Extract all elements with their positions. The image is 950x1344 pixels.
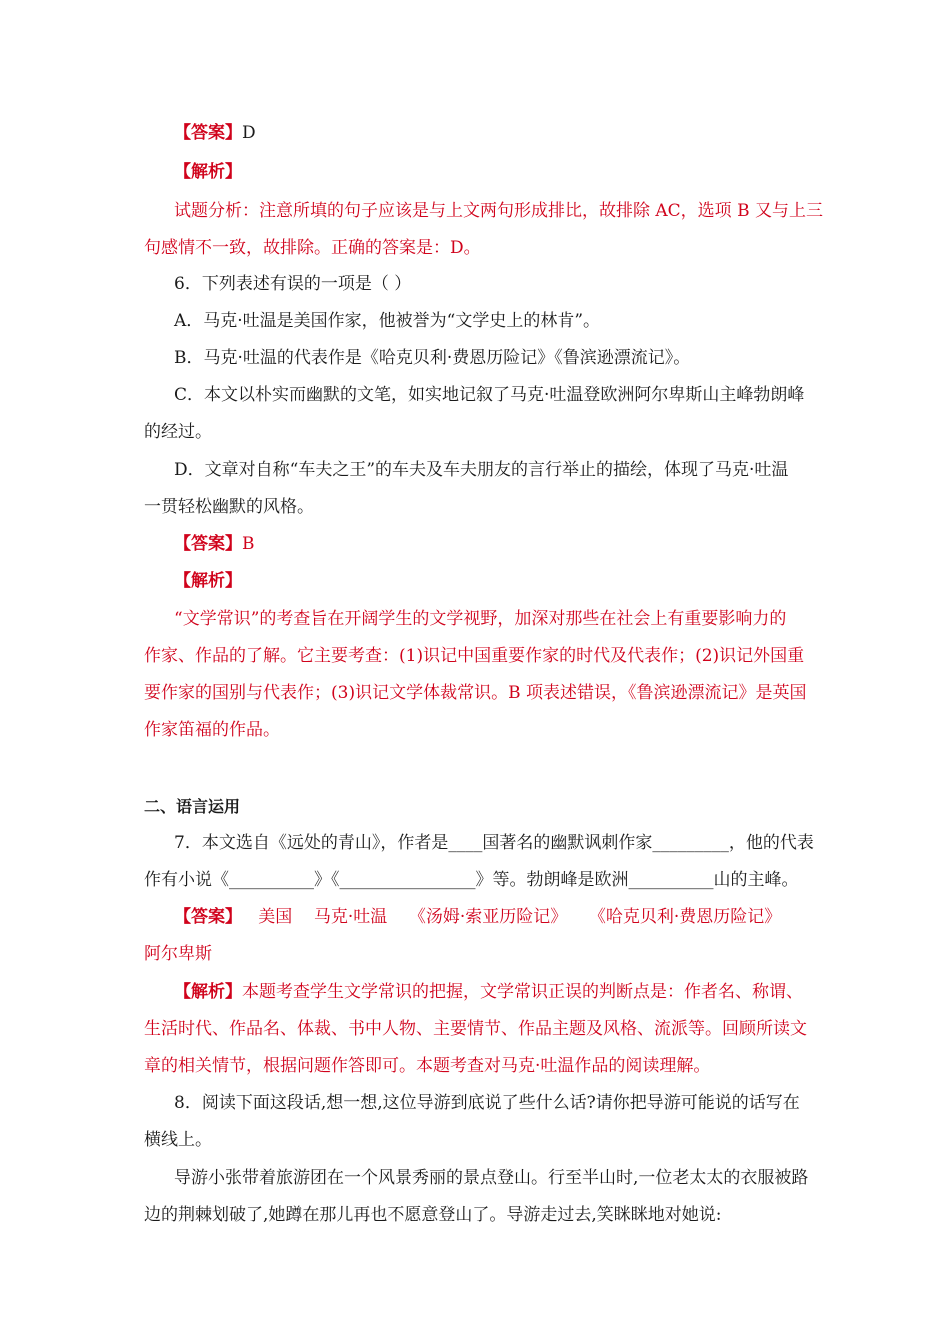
- q8-passage-line2: 边的荆棘划破了,她蹲在那儿再也不愿意登山了。导游走过去,笑眯眯地对她说:: [144, 1205, 722, 1225]
- q8-stem-line1: 8．阅读下面这段话,想一想,这位导游到底说了些什么话?请你把导游可能说的话写在: [174, 1093, 800, 1113]
- q6-answer-value: B: [242, 534, 255, 554]
- q7-answer-line2: 阿尔卑斯: [144, 944, 212, 964]
- q6-option-d-line1: D．文章对自称“车夫之王”的车夫及车夫朋友的言行举止的描绘，体现了马克·吐温: [174, 460, 789, 480]
- q8-passage-line1: 导游小张带着旅游团在一个风景秀丽的景点登山。行至半山时,一位老太太的衣服被路: [174, 1168, 809, 1188]
- q8-stem-line2: 横线上。: [144, 1130, 212, 1150]
- q7-answer-label: 【答案】: [174, 907, 242, 927]
- q7-analysis-line3: 章的相关情节，根据问题作答即可。本题考查对马克·吐温作品的阅读理解。: [144, 1056, 711, 1076]
- q7-analysis-line2: 生活时代、作品名、体裁、书中人物、主要情节、作品主题及风格、流派等。回顾所读文: [144, 1019, 807, 1039]
- q7-stem-line1: 7．本文选自《远处的青山》，作者是____国著名的幽默讽刺作家_________，他的代表: [174, 833, 814, 853]
- q6-analysis-line2: 作家、作品的了解。它主要考查：(1)识记中国重要作家的时代及代表作；(2)识记外国重: [144, 646, 805, 666]
- q7-stem-line2: 作有小说《__________》《________________》等。勃朗峰是欧洲__________山的主峰。: [144, 870, 799, 890]
- q6-answer: [174, 532, 255, 556]
- q7-analysis-label: 【解析】: [174, 982, 242, 1002]
- q7-analysis: [174, 980, 803, 1004]
- q6-stem: 6．下列表述有误的一项是（ ）: [174, 274, 412, 294]
- q5-answer-label: 【答案】: [174, 123, 242, 143]
- q6-option-c-line1: C．本文以朴实而幽默的文笔，如实地记叙了马克·吐温登欧洲阿尔卑斯山主峰勃朗峰: [174, 385, 805, 405]
- q6-option-c-line2: 的经过。: [144, 422, 212, 442]
- q6-option-d-line2: 一贯轻松幽默的风格。: [144, 497, 314, 517]
- q6-analysis-label: 【解析】: [174, 571, 242, 591]
- q6-analysis-line3: 要作家的国别与代表作；(3)识记文学体裁常识。B 项表述错误，《鲁滨逊漂流记》是英国: [144, 683, 807, 703]
- q5-answer: [174, 121, 256, 145]
- q5-analysis-line2: 句感情不一致，故排除。正确的答案是：D。: [144, 238, 481, 258]
- q7-analysis-line1: 本题考查学生文学常识的把握，文学常识正误的判断点是：作者名、称谓、: [242, 982, 803, 1002]
- q6-option-b: B．马克·吐温的代表作是《哈克贝利·费恩历险记》《鲁滨逊漂流记》。: [174, 348, 691, 368]
- q5-analysis-label: 【解析】: [174, 162, 242, 182]
- q6-analysis-line1: “文学常识”的考查旨在开阔学生的文学视野，加深对那些在社会上有重要影响力的: [174, 609, 787, 629]
- q6-analysis-line4: 作家笛福的作品。: [144, 720, 280, 740]
- q5-answer-value: D: [242, 123, 256, 143]
- q6-answer-label: 【答案】: [174, 534, 242, 554]
- q7-answer: [174, 905, 781, 929]
- q6-option-a: A．马克·吐温是美国作家，他被誉为“文学史上的林肯”。: [174, 311, 601, 331]
- section-heading: 二、语言运用: [144, 797, 241, 816]
- q7-answer-line1: 美国 马克·吐温 《汤姆·索亚历险记》 《哈克贝利·费恩历险记》: [242, 907, 782, 927]
- q5-analysis-line1: 试题分析：注意所填的句子应该是与上文两句形成排比，故排除 AC，选项 B 又与上三: [174, 201, 823, 221]
